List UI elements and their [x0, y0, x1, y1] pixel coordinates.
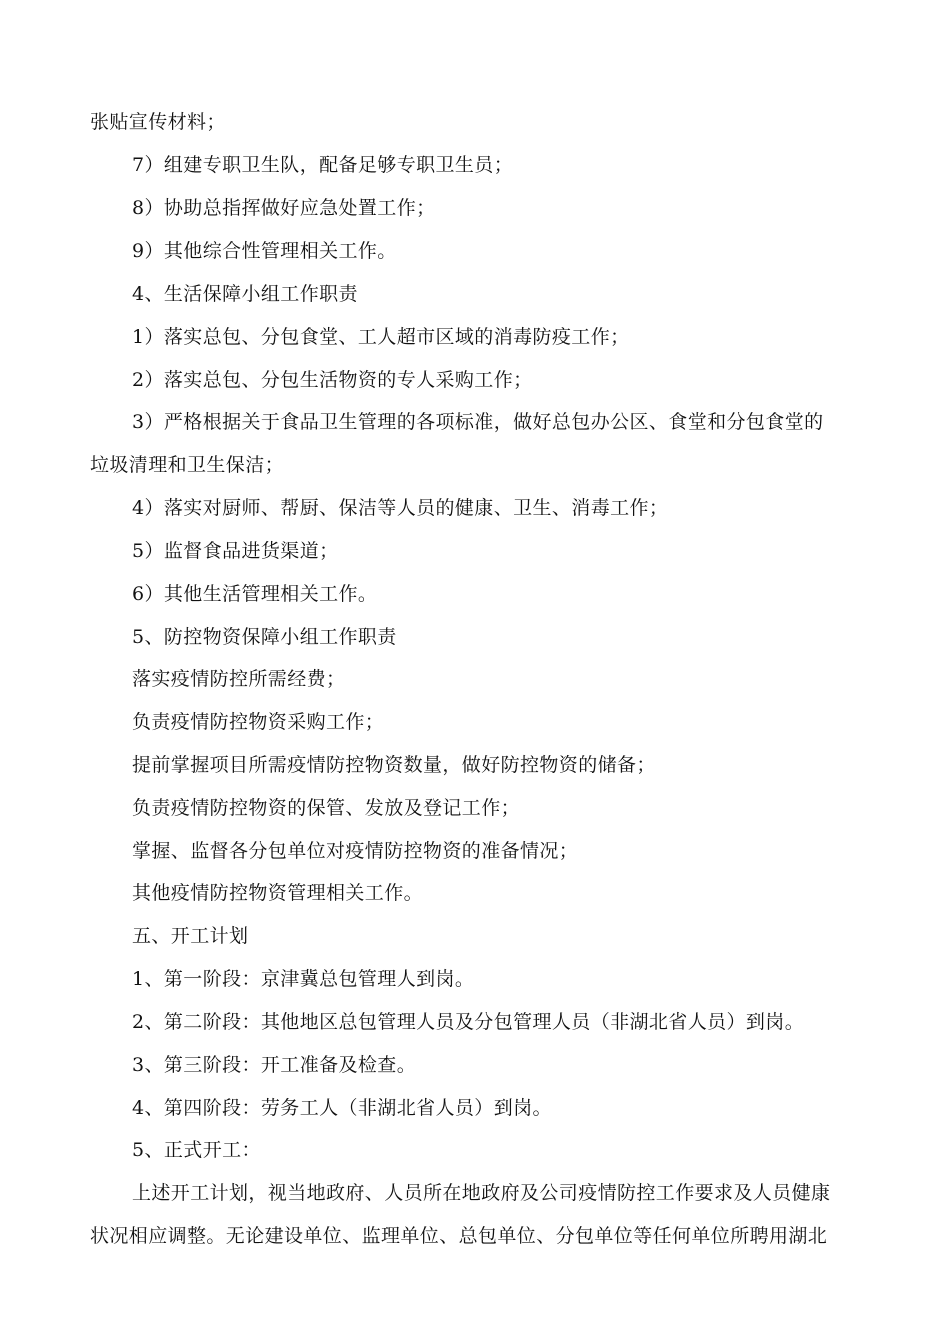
text-line: 3、第三阶段：开工准备及检查。 [132, 1054, 417, 1076]
text-line: 1、第一阶段：京津冀总包管理人到岗。 [132, 968, 475, 990]
text-line: 垃圾清理和卫生保洁； [90, 454, 285, 476]
text-line: 8）协助总指挥做好应急处置工作； [132, 197, 436, 219]
text-line: 其他疫情防控物资管理相关工作。 [132, 882, 424, 904]
text-line: 7）组建专职卫生队，配备足够专职卫生员； [132, 154, 514, 176]
text-line: 提前掌握项目所需疫情防控物资数量，做好防控物资的储备； [132, 754, 656, 776]
text-line: 4）落实对厨师、帮厨、保洁等人员的健康、卫生、消毒工作； [132, 497, 669, 519]
text-line: 5、正式开工： [132, 1139, 261, 1161]
section-heading: 4、生活保障小组工作职责 [132, 283, 358, 305]
text-line: 负责疫情防控物资的保管、发放及登记工作； [132, 797, 521, 819]
text-line: 4、第四阶段：劳务工人（非湖北省人员）到岗。 [132, 1097, 552, 1119]
text-line: 负责疫情防控物资采购工作； [132, 711, 385, 733]
text-line: 落实疫情防控所需经费； [132, 668, 346, 690]
text-line: 1）落实总包、分包食堂、工人超市区域的消毒防疫工作； [132, 326, 630, 348]
text-line: 3）严格根据关于食品卫生管理的各项标准，做好总包办公区、食堂和分包食堂的 [132, 411, 824, 433]
text-line: 上述开工计划，视当地政府、人员所在地政府及公司疫情防控工作要求及人员健康 [132, 1182, 831, 1204]
text-line: 状况相应调整。无论建设单位、监理单位、总包单位、分包单位等任何单位所聘用湖北 [90, 1225, 828, 1247]
text-line: 5）监督食品进货渠道； [132, 540, 339, 562]
text-line: 掌握、监督各分包单位对疫情防控物资的准备情况； [132, 840, 579, 862]
text-line: 2）落实总包、分包生活物资的专人采购工作； [132, 369, 533, 391]
text-line: 2、第二阶段：其他地区总包管理人员及分包管理人员（非湖北省人员）到岗。 [132, 1011, 805, 1033]
section-heading: 5、防控物资保障小组工作职责 [132, 626, 397, 648]
section-heading: 五、开工计划 [132, 925, 249, 947]
text-line: 9）其他综合性管理相关工作。 [132, 240, 397, 262]
text-line: 6）其他生活管理相关工作。 [132, 583, 378, 605]
text-line: 张贴宣传材料； [90, 111, 226, 133]
